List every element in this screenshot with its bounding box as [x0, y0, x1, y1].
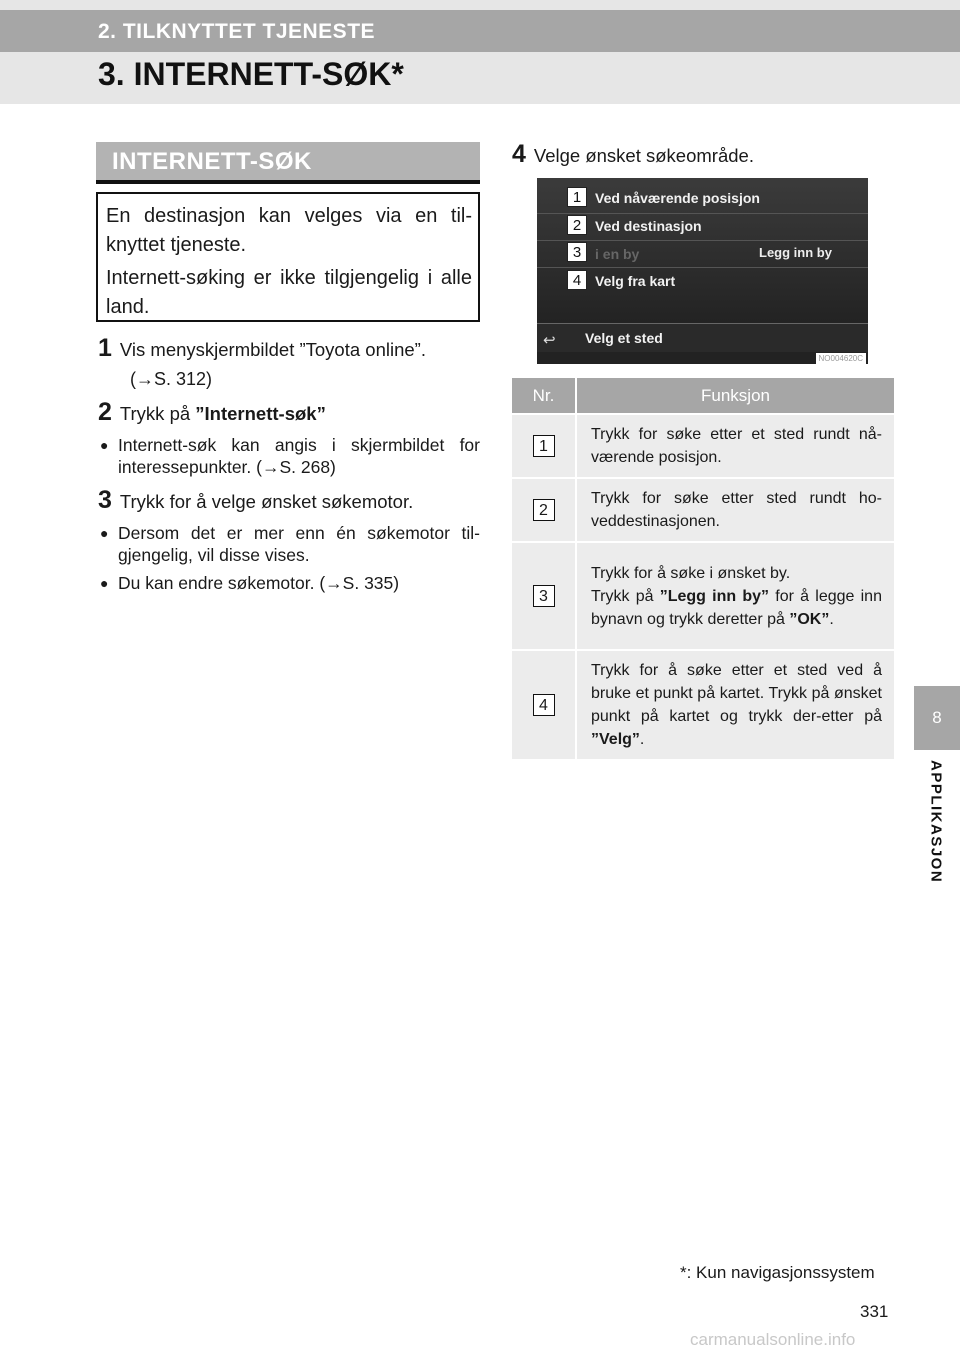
info-paragraph: Internett-søking er ikke tilgjengelig i alle land.: [106, 267, 472, 318]
box-heading-text: INTERNETT-SØK: [112, 148, 312, 175]
bullet-item: ● Du kan endre søkemotor. (→S. 335): [100, 572, 480, 594]
desc-text: Trykk på: [591, 587, 660, 605]
desc-text: .: [829, 610, 834, 628]
watermark: carmanualsonline.info: [690, 1330, 856, 1349]
screen-row-from-map: Velg fra kart: [595, 273, 676, 289]
table-header-nr: Nr.: [512, 378, 576, 414]
section-title: 3. INTERNETT-SØK*: [98, 56, 404, 92]
step-3: [98, 486, 480, 515]
step-number: 2: [98, 398, 112, 426]
step-reference: (→S. 312): [130, 369, 213, 389]
chapter-tab-label: [918, 760, 954, 900]
table-cell-desc: Trykk for søke etter et sted rundt nå-værende posisjon.: [576, 414, 894, 478]
step-2: [98, 398, 480, 427]
step-number: 1: [98, 334, 112, 362]
number-box: 3: [533, 585, 555, 607]
callout-1: 1: [567, 187, 587, 207]
table-cell-desc: Trykk for søke etter sted rundt ho-veddestinasjonen.: [576, 478, 894, 542]
step-number: 3: [98, 486, 112, 514]
callout-3: 3: [567, 242, 587, 262]
table-row: [512, 414, 894, 478]
table-cell-no: [512, 414, 576, 478]
callout-4: 4: [567, 270, 587, 290]
chapter-tab-label-text: APPLIKASJON: [927, 760, 945, 884]
chapter-tab-number: 8: [914, 686, 960, 750]
step-text-bold: ”Internett-søk”: [195, 403, 326, 424]
step-text: Trykk for å velge ønsket søkemotor.: [119, 491, 414, 512]
desc-text: Trykk for å søke etter et sted ved å bruke et punkt på kartet. Trykk på ønsket punkt på kartet og trykk der-etter på: [591, 662, 882, 725]
step-1: [98, 334, 480, 390]
screen-display: [537, 178, 868, 352]
desc-bold: ”Legg inn by”: [659, 587, 770, 605]
table-cell-no: [512, 650, 576, 759]
back-arrow-icon[interactable]: ↩: [543, 332, 556, 349]
step-4: [512, 140, 894, 169]
table-row: [512, 478, 894, 542]
footnote: *: Kun navigasjonssystem: [680, 1263, 875, 1282]
desc-text: .: [639, 731, 645, 748]
step-number: 4: [512, 140, 526, 168]
table-cell-desc: [576, 650, 894, 759]
screen-legg-inn-by-button[interactable]: Legg inn by: [759, 245, 832, 260]
navigation-screenshot: [537, 178, 868, 364]
desc-bold: ”Velg”: [591, 731, 640, 748]
bullet-item: ● Dersom det er mer enn én søkemotor til-gjengelig, vil disse vises.: [100, 522, 480, 566]
step-text: Trykk på: [119, 403, 196, 424]
number-box: 2: [533, 499, 555, 521]
screen-divider: [537, 267, 868, 268]
screen-divider: [537, 240, 868, 241]
desc-bold: ”OK”: [789, 610, 830, 628]
chapter-title: 2. TILKNYTTET TJENESTE: [98, 20, 376, 43]
number-box: 1: [533, 435, 555, 457]
bullet-item: ● Internett-søk kan angis i skjermbildet for interessepunkter. (→S. 268): [100, 434, 480, 478]
screen-row-in-city: i en by: [595, 246, 640, 262]
table-cell-no: [512, 478, 576, 542]
info-paragraph: En destinasjon kan velges via en til-knyttet tjeneste.: [106, 205, 472, 256]
table-cell-desc: [576, 542, 894, 650]
table-header-function: Funksjon: [576, 378, 894, 414]
table-row: [512, 650, 894, 759]
image-code: NO004620C: [816, 353, 866, 364]
screen-row-current-position: Ved nåværende posisjon: [595, 190, 760, 206]
screen-row-destination: Ved destinasjon: [595, 218, 702, 234]
step-text: Velge ønsket søkeområde.: [533, 145, 754, 166]
screen-footer-title: Velg et sted: [585, 330, 663, 346]
table-row: [512, 542, 894, 650]
table-cell-no: [512, 542, 576, 650]
desc-text: for å legge inn bynavn og trykk deretter på: [591, 587, 882, 628]
screen-divider: [537, 213, 868, 214]
info-box: [96, 192, 480, 322]
page-number: 331: [860, 1302, 889, 1321]
step-text: Vis menyskjermbildet ”Toyota online”.: [119, 339, 426, 360]
number-box: 4: [533, 694, 555, 716]
callout-2: 2: [567, 215, 587, 235]
box-heading: [96, 142, 480, 184]
desc-line: Trykk for å søke i ønsket by.: [591, 564, 791, 582]
function-table: [512, 378, 894, 759]
table-header-row: [512, 378, 894, 414]
